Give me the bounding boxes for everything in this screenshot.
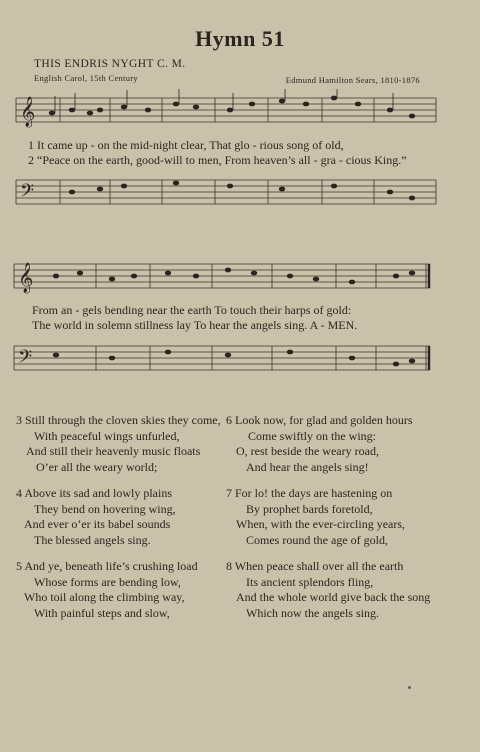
stanza-line: The blessed angels sing. [34, 532, 151, 547]
tune-name: THIS ENDRIS NYGHT C. M. [34, 58, 186, 70]
page-mark [408, 686, 411, 689]
stanza-line: When, with the ever-circling years, [236, 517, 406, 531]
stanza-6 [226, 413, 413, 475]
tune-source: English Carol, 15th Century [34, 73, 138, 83]
stanza-line: Come swiftly on the wing: [248, 428, 376, 443]
system2-treble-staff [0, 254, 480, 304]
system2-verse1-lyrics: From an - gels bending near the earth To touch their harps of gold: [32, 303, 352, 317]
stanza-7 [226, 486, 405, 548]
svg-text:𝄞: 𝄞 [20, 97, 36, 127]
stanza-line: Who toil along the climbing way, [24, 590, 185, 604]
stanza-line: 3 Still through the cloven skies they come, [16, 413, 221, 427]
page-title: Hymn 51 [195, 26, 285, 51]
stanza-5 [16, 559, 198, 621]
svg-text:𝄞: 𝄞 [18, 263, 34, 293]
stanza-line: Whose forms are bending low, [34, 574, 181, 589]
stanza-line: O, rest beside the weary road, [236, 444, 379, 458]
stanza-line: 6 Look now, for glad and golden hours [226, 413, 413, 427]
system1-verse1-lyrics: 1 It came up - on the mid-night clear, That glo - rious song of old, [28, 138, 344, 152]
svg-text:𝄢: 𝄢 [20, 181, 35, 206]
system1-bass-staff [0, 170, 480, 216]
stanza-line: 8 When peace shall over all the earth [226, 559, 404, 573]
stanza-8 [226, 559, 430, 621]
stanza-line: And hear the angels sing! [246, 459, 369, 474]
stanza-line: And still their heavenly music floats [26, 444, 201, 458]
system2-bass-staff [0, 336, 480, 382]
stanza-line: 5 And ye, beneath life’s crushing load [16, 559, 198, 573]
stanza-line: With peaceful wings unfurled, [34, 428, 180, 443]
stanza-line: By prophet bards foretold, [246, 501, 373, 516]
stanza-line: And ever o’er its babel sounds [24, 517, 171, 531]
system2-verse2-lyrics: The world in solemn stillness lay To hear the angels sing. A - MEN. [32, 318, 358, 332]
system1-treble-staff [0, 88, 480, 138]
text-author: Edmund Hamilton Sears, 1810-1876 [285, 75, 420, 85]
stanza-line: They bend on hovering wing, [34, 501, 176, 516]
stanza-line: And the whole world give back the song [236, 590, 431, 604]
stanza-line: Its ancient splendors fling, [246, 574, 374, 589]
stanza-line: O’er all the weary world; [36, 459, 158, 474]
system1-verse2-lyrics: 2 “Peace on the earth, good-will to men, From heaven’s all - gra - cious King.” [28, 153, 407, 167]
stanza-3 [16, 413, 221, 475]
stanza-line: Which now the angels sing. [246, 605, 379, 620]
stanza-line: 7 For lo! the days are hastening on [226, 486, 393, 500]
stanza-line: With painful steps and slow, [34, 605, 170, 620]
stanza-4 [16, 486, 176, 548]
svg-text:𝄢: 𝄢 [18, 347, 33, 372]
stanza-line: Comes round the age of gold, [246, 532, 388, 547]
stanza-line: 4 Above its sad and lowly plains [16, 486, 172, 500]
